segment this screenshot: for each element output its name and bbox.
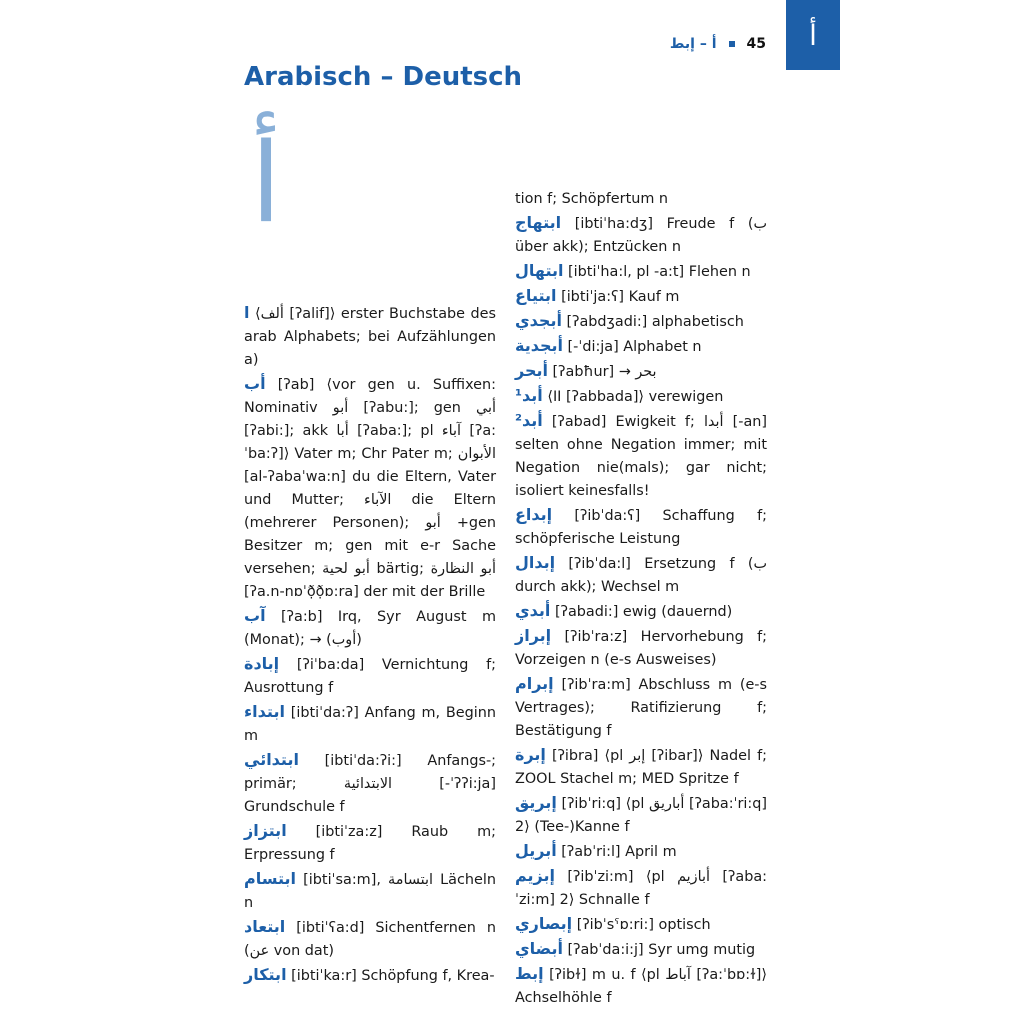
dictionary-entry [515,912,767,937]
dictionary-entry [244,604,496,652]
dictionary-entry [515,503,767,551]
entry-definition: [ʔibra] ⟨pl إبر [ʔibar]⟩ Nadel f; ZOOL Stachel m; MED Spritze f [515,748,767,787]
dictionary-entry [515,839,767,864]
entry-headword: ابتهال [515,261,564,280]
entry-headword: إبراز [515,626,552,645]
entry-headword: ا [244,303,250,322]
square-bullet-icon [729,41,735,47]
dictionary-entry [515,962,767,1010]
entry-definition: [ʔibˈsˤɒ:ri:] optisch [572,917,711,933]
dictionary-entry [244,819,496,867]
entry-definition: [ʔab] ⟨vor gen u. Suffixen: Nominativ أبو [ʔabu:]; gen أبي [ʔabi:]; akk أبا [ʔaba:]; pl آباء [ʔa:ˈba:ʔ]⟩ Vater m; Chr Pater m; الأبوان [al-ʔabaˈwa:n] du die Eltern, Vater und Mutter; الآباء die Eltern (mehrerer Personen); أبو +gen Besitzer m; gen mit e-r Sache versehen; أبو لحية bärtig; أبو النظارة [ʔa.n-nɒˈð̣ð̣ɒ:ra] der mit der Brille [244,377,496,600]
entry-definition: [ibtiˈja:ʕ] Kauf m [556,289,680,305]
entry-definition: [ʔabdʒadi:] alphabetisch [561,314,744,330]
left-column [244,301,496,988]
entry-headword: ابتسام [244,869,297,888]
entry-headword: آب [244,606,266,625]
letter-tab [786,0,840,70]
entry-definition: [ʔibˈda:l] Ersetzung f (ب durch akk); Wechsel m [515,556,767,595]
dictionary-entry [515,624,767,672]
dictionary-entry [515,599,767,624]
entry-headword: ابتزاز [244,821,287,840]
entry-headword: ¹أبد [515,386,543,405]
entry-headword: إبداع [515,505,553,524]
entry-definition: tion f; Schöpfertum n [515,191,669,207]
entry-headword: إبصاري [515,914,573,933]
dictionary-entry [515,211,767,259]
dictionary-entry [515,864,767,912]
entry-definition: [ibtiˈda:ʔi:] Anfangs-; primär; الابتدائية [-ˈʔʔi:ja] Grundschule f [244,753,496,815]
entry-definition: [ibtiˈka:r] Schöpfung f, Krea- [286,968,495,984]
entry-headword: إبريق [515,793,557,812]
dictionary-entry [515,409,767,503]
section-title: Arabisch – Deutsch [244,62,523,92]
dictionary-entry [515,284,767,309]
dictionary-entry [244,748,496,819]
dictionary-entry [515,309,767,334]
entry-headword: ابتهاج [515,213,562,232]
entry-definition: [ʔibˈri:q] ⟨pl أباريق [ʔaba:ˈri:q] 2⟩ (Tee-)Kanne f [515,796,768,835]
entry-definition: [ibtiˈha:dʒ] Freude f (ب über akk); Entzücken n [515,216,767,255]
entry-definition: [ʔabˈda:i:j] Syr umg mutig [562,942,756,958]
dictionary-entry [515,743,767,791]
entry-headword: أبضاي [515,939,563,958]
dictionary-entry [244,867,496,915]
dictionary-entry [515,937,767,962]
dictionary-entry [515,384,767,409]
entry-definition: ⟨ألف [ʔalif]⟩ erster Buchstabe des arab Alphabets; bei Aufzählungen a) [244,306,496,368]
dictionary-entry [515,551,767,599]
entry-headword: إبرام [515,674,554,693]
dictionary-entry [515,188,767,211]
letter-tab-glyph: أ [809,18,817,52]
entry-definition: [ibtiˈsa:m], ابتسامة Lächeln n [244,872,496,911]
entry-headword: أبدي [515,601,551,620]
entry-definition: ⟨II [ʔabbada]⟩ verewigen [542,389,724,405]
entry-definition: [ibtiˈza:z] Raub m; Erpressung f [244,824,496,863]
entry-definition: [ibtiˈda:ʔ] Anfang m, Beginn m [244,705,496,744]
entry-headword: أبريل [515,841,557,860]
page-number: 45 [746,36,766,52]
entry-headword: أبجدية [515,336,563,355]
entry-headword: ابتياع [515,286,557,305]
dictionary-entry [515,359,767,384]
entry-headword: ²أبد [515,411,543,430]
entry-definition: [ʔabħur] → بحر [547,364,657,380]
dictionary-entry [515,672,767,743]
entry-definition: [ʔiˈba:da] Vernichtung f; Ausrottung f [244,657,496,696]
dictionary-entry [515,334,767,359]
dictionary-entry [244,915,496,963]
dictionary-entry [244,700,496,748]
page-range: أ – إبط [669,36,717,52]
entry-definition: [ibtiˈha:l, pl -a:t] Flehen n [563,264,751,280]
section-letter: أ [250,119,282,247]
entry-headword: ابتداء [244,702,285,721]
entry-headword: ابتدائي [244,750,299,769]
dictionary-entry [244,963,496,988]
entry-definition: [ʔabad] Ewigkeit f; أبدا [-an] selten ohne Negation immer; mit Negation nie(mals); gar nicht; isoliert keinesfalls! [515,414,768,499]
entry-headword: ابتعاد [244,917,286,936]
entry-definition: [ʔibˈra:z] Hervorhebung f; Vorzeigen n (e-s Ausweises) [515,629,767,668]
entry-headword: أبجدي [515,311,562,330]
entry-headword: إبرة [515,745,546,764]
entry-definition: [ʔabadi:] ewig (dauernd) [550,604,733,620]
entry-headword: إبط [515,964,544,983]
entry-definition: [ʔabˈri:l] April m [556,844,677,860]
entry-definition: [ibtiˈʕa:d] Sichentfernen n (عن von dat) [244,920,496,959]
entry-headword: إبادة [244,654,280,673]
dictionary-entry [244,301,496,372]
entry-headword: إبزيم [515,866,555,885]
entry-headword: أب [244,374,266,393]
dictionary-entry [515,791,767,839]
entry-definition: [ʔibɫ] m u. f ⟨pl آباط [ʔa:ˈbɒ:ɫ]⟩ Achselhöhle f [515,967,767,1006]
entry-definition: [ʔa:b] Irq, Syr August m (Monat); → (أوب) [244,609,496,648]
dictionary-entry [244,372,496,604]
entry-definition: [ʔibˈzi:m] ⟨pl أبازيم [ʔaba:ˈzi:m] 2⟩ Schnalle f [515,869,767,908]
dictionary-entry [515,259,767,284]
dictionary-entry [244,652,496,700]
entry-definition: [-ˈdi:ja] Alphabet n [562,339,702,355]
running-head [670,33,766,55]
right-column [515,188,767,1010]
entry-definition: [ʔibˈra:m] Abschluss m (e-s Vertrages); Ratifizierung f; Bestätigung f [515,677,767,739]
entry-headword: ابتكار [244,965,287,984]
entry-definition: [ʔibˈda:ʕ] Schaffung f; schöpferische Leistung [515,508,767,547]
entry-headword: إبدال [515,553,556,572]
entry-headword: أبحر [515,361,548,380]
